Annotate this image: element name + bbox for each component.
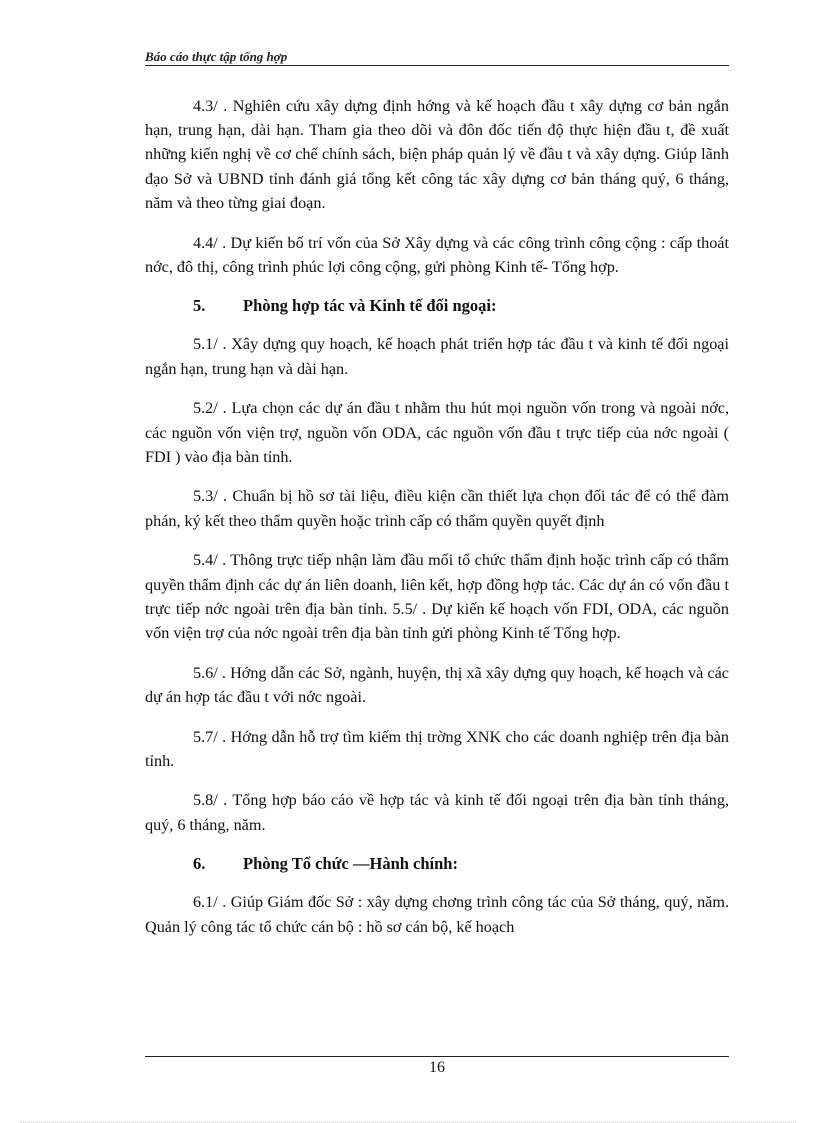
paragraph-5-4-5-5: 5.4/ . Thông trực tiếp nhận làm đầu mối tổ chức thẩm định hoặc trình cấp có thẩm quyền thẩm định các dự án liên doanh, liên kết, hợp đồng hợp tác. Các dự án có vốn đầu t trực tiếp nớc ngoài trên địa bàn tỉnh. 5.5/ . Dự kiến kế hoạch vốn FDI, ODA, các nguồn vốn viện trợ của nớc ngoài trên địa bàn tỉnh gửi phòng Kinh tế Tổng hợp. <box>145 551 729 642</box>
paragraph-5-6: 5.6/ . Hớng dẫn các Sở, ngành, huyện, thị xã xây dựng quy hoạch, kế hoạch và các dự án hợp tác đầu t với nớc ngoài. <box>145 663 729 706</box>
paragraph-5-7: 5.7/ . Hớng dẫn hỗ trợ tìm kiếm thị trờng XNK cho các doanh nghiệp trên địa bàn tỉnh. <box>145 727 729 770</box>
paragraph-4-3: 4.3/ . Nghiên cứu xây dựng định hớng và kế hoạch đầu t xây dựng cơ bản ngắn hạn, trung hạn, dài hạn. Tham gia theo dõi và đôn đốc tiến độ thực hiện đầu t, đề xuất những kiến nghị về cơ chế chính sách, biện pháp quản lý về đầu t và xây dựng. Giúp lãnh đạo Sở và UBND tỉnh đánh giá tổng kết công tác xây dựng cơ bản tháng quý, 6 tháng, năm và theo từng giai đoạn. <box>145 97 729 212</box>
paragraph-5-1: 5.1/ . Xây dựng quy hoạch, kế hoạch phát triển hợp tác đầu t và kinh tế đối ngoại ngắn hạn, trung hạn và dài hạn. <box>145 335 729 378</box>
section-number: 5. <box>193 296 206 316</box>
section-title: Phòng hợp tác và Kinh tế đối ngoại: <box>243 296 497 316</box>
section-number: 6. <box>193 854 206 874</box>
footer-rule <box>145 1056 729 1057</box>
section-heading-6 <box>145 852 729 876</box>
section-heading-5 <box>145 294 729 318</box>
running-header: Báo cáo thực tập tổng hợp <box>145 50 729 66</box>
page-number: 16 <box>429 1059 445 1076</box>
page-body <box>145 94 729 939</box>
paragraph-5-8: 5.8/ . Tổng hợp báo cáo về hợp tác và kinh tế đối ngoại trên địa bàn tỉnh tháng, quý, 6 tháng, năm. <box>145 791 729 834</box>
paragraph-4-4: 4.4/ . Dự kiến bố trí vốn của Sở Xây dựng và các công trình công cộng : cấp thoát nớc, đô thị, công trình phúc lợi công cộng, gửi phòng Kinh tế- Tổng hợp. <box>145 233 729 276</box>
paragraph-6-1: 6.1/ . Giúp Giám đốc Sở : xây dựng chơng trình công tác của Sở tháng, quý, năm. Quản lý công tác tổ chức cán bộ : hồ sơ cán bộ, kế hoạch <box>145 893 729 936</box>
paragraph-5-2: 5.2/ . Lựa chọn các dự án đầu t nhằm thu hút mọi nguồn vốn trong và ngoài nớc, các nguồn vốn viện trợ, nguồn vốn ODA, các nguồn vốn đầu t trực tiếp của nớc ngoài ( FDI ) vào địa bàn tỉnh. <box>145 399 729 466</box>
paragraph-5-3: 5.3/ . Chuẩn bị hồ sơ tài liệu, điều kiện cần thiết lựa chọn đối tác để có thể đàm phán, ký kết theo thẩm quyền hoặc trình cấp có thẩm quyền quyết định <box>145 487 729 530</box>
section-title: Phòng Tổ chức —Hành chính: <box>243 854 458 874</box>
